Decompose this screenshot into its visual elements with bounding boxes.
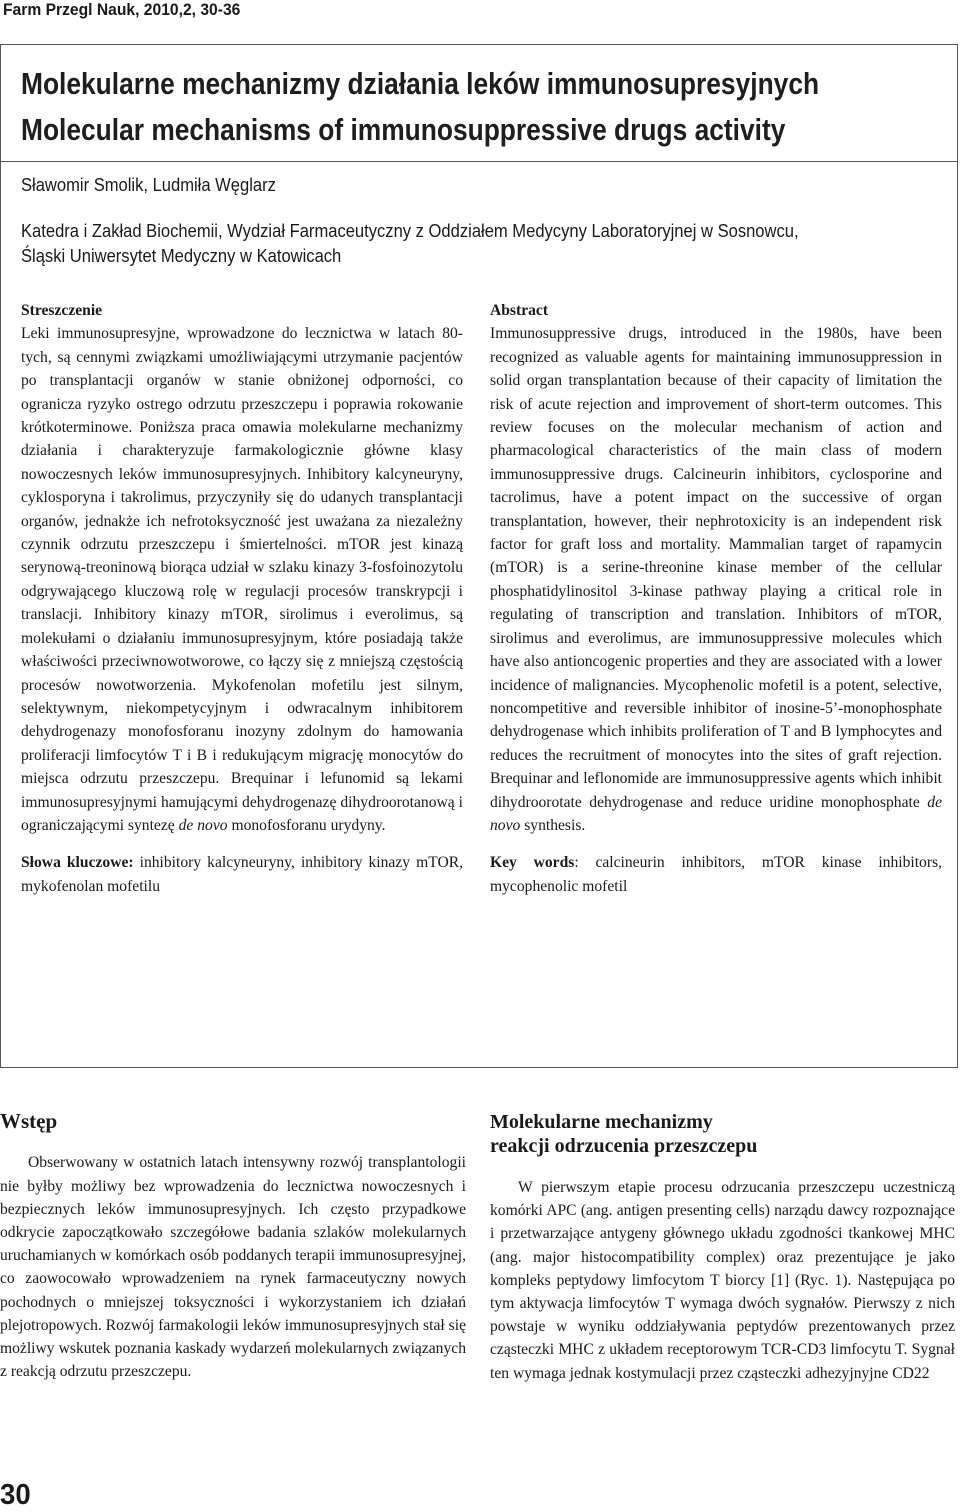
mechanisms-heading xyxy=(490,1110,955,1158)
abstract-english xyxy=(490,299,942,898)
keywords-polish-text: inhibitory kalcyneuryny, inhibitory kinazy mTOR, mykofenolan mofetilu xyxy=(21,854,464,895)
affiliation-line-1: Katedra i Zakład Biochemii, Wydział Farmaceutyczny z Oddziałem Medycyny Laboratoryjnej w Sosnowcu, xyxy=(21,221,799,241)
page-number: 30 xyxy=(0,1479,31,1511)
section-rejection-mechanisms xyxy=(490,1110,955,1385)
introduction-text: Obserwowany w ostatnich latach intensywny rozwój transplantologii nie byłby możliwy bez wprowadzenia do lecznictwa nowoczesnych i bezpiecznych leków immunosupresyjnych. Ich często przypadkowe odkrycie zapoczątkowało szczegółowe badania szlaków molekularnych uruchamianych w komórkach osób poddanych terapii immunosupresyjnej, co zaowocowało wprowadzeniem na rynek farmaceutyczny nowych pochodnych o mniejszej toksyczności i wykorzystaniem ich działań plejotropowych. Rozwój farmakologii leków immunosupresyjnych stał się możliwy wskutek poznania kaskady wydarzeń molekularnych związanych z reakcją odrzutu przeszczepu. xyxy=(0,1154,466,1381)
keywords-english xyxy=(490,851,942,898)
mechanisms-text: W pierwszym etapie procesu odrzucania przeszczepu uczestniczą komórki APC (ang. antigen presenting cells) narządu dawcy rozpoznające i przetwarzające antygeny głównego układu zgodności tkankowej MHC (ang. major histocompatibility complex) oraz prezentujące je jako kompleks peptydowy limfocytom T biorcy [1] (Ryc. 1). Następująca po tym aktywacja limfocytów T wymaga dwóch sygnałów. Pierwszy z nich powstaje w wyniku oddziaływania peptydów prezentowanych przez cząsteczki MHC z układem receptorowym TCR-CD3 limfocytu T. Sygnał ten wymaga jednak kostymulacji przez cząsteczki adhezyjnyjne CD22 xyxy=(490,1179,955,1382)
affiliation-line-2: Śląski Uniwersytet Medyczny w Katowicach xyxy=(21,246,342,266)
abstract-english-text xyxy=(490,322,942,837)
mechanisms-heading-line-2: reakcji odrzucenia przeszczepu xyxy=(490,1135,758,1157)
mechanisms-heading-line-1: Molekularne mechanizmy xyxy=(490,1111,713,1133)
keywords-english-text: : calcineurin inhibitors, mTOR kinase inhibitors, mycophenolic mofetil xyxy=(490,854,942,895)
title-polish: Molekularne mechanizmy działania leków immunosupresyjnych xyxy=(21,66,820,101)
abstract-polish-text xyxy=(21,322,463,837)
abstract-english-heading: Abstract xyxy=(490,302,549,319)
section-introduction xyxy=(0,1110,466,1383)
abstract-polish-heading: Streszczenie xyxy=(21,302,103,319)
abstract-polish-body: Leki immunosupresyjne, wprowadzone do lecznictwa w latach 80-tych, są cennymi związkami umożliwiającymi utrzymanie pacjentów po transplantacji organów w stanie obniżonej odporności, co ogranicza ryzyko ostrego odrzutu przeszczepu i poprawia rokowanie krótkoterminowe. Poniższa praca omawia molekularne mechanizmy działania i charakteryzuje farmakologicznie główne klasy nowoczesnych leków immunosupresyjnych. Inhibitory kalcyneuryny, cyklosporyna i takrolimus, przyczyniły się do udanych transplantacji organów, jednakże ich nefrotoksyczność jest uważana za niezależny czynnik odrzutu przeszczepu i śmiertelności. mTOR jest kinazą serynową-treoninową biorąca udział w szlaku kinazy 3-fosfoinozytolu odgrywającego kluczową rolę w regulacji procesów transkrypcji i translacji. Inhibitory kinazy mTOR, sirolimus i everolimus, są molekułami o działaniu immunosupresyjnym, które posiadają także właściwości przeciwnowotworowe, co łączy się z mniejszą częstością procesów nowotworzenia. Mykofenolan mofetilu jest silnym, selektywnym, niekompetycyjnym i odwracalnym inhibitorem dehydrogenazy monofosforanu inozyny zdolnym do hamowania proliferacji limfocytów T i B i redukującym migrację monocytów do miejsca odrzutu przeszczepu. Brequinar i lefunomid są lekami immunosupresyjnymi hamującymi dehydrogenazę dihydroorotanową i ograniczającymi syntezę xyxy=(21,325,463,834)
abstract-english-italic-term: de novo xyxy=(490,793,942,834)
keywords-polish xyxy=(21,851,463,898)
authors: Sławomir Smolik, Ludmiła Węglarz xyxy=(21,175,276,195)
journal-header: Farm Przegl Nauk, 2010,2, 30-36 xyxy=(3,0,241,19)
keywords-english-label: Key words xyxy=(490,854,575,872)
abstract-polish xyxy=(21,299,463,898)
title-divider xyxy=(0,161,958,162)
abstract-polish-italic-term: de novo xyxy=(178,816,228,834)
abstract-english-body: Immunosuppressive drugs, introduced in the 1980s, have been recognized as valuable agents for maintaining immunosuppression in solid organ transplantation because of their capacity of limitation the risk of acute rejection and improvement of short-term outcomes. This review focuses on the molecular mechanism of action and pharmacological characteristics of the main class of modern immunosuppressive drugs. Calcineurin inhibitors, cyclosporine and tacrolimus, have a potent impact on the successive of organ transplantation, however, their nephrotoxicity is an independent risk factor for graft loss and mortality. Mammalian target of rapamycin (mTOR) is a serine-threonine kinase member of the cellular phosphatidylinositol 3-kinase pathway playing a critical role in regulating of transcription and translation. Inhibitors of mTOR, sirolimus and everolimus, are immunosuppressive molecules which have also antioncogenic properties and they are associated with a lower incidence of malignancies. Mycophenolic mofetil is a potent, selective, noncompetitive and reversible inhibitor of inosine-5’-monophosphate dehydrogenase which inhibits proliferation of T and B lymphocytes and reduces the recruitment of monocytes into the sites of graft rejection. Brequinar and leflonomide are immunosuppressive agents which inhibit dihydroorotate dehydrogenase and reduce uridine monophosphate xyxy=(490,325,942,811)
affiliation xyxy=(21,219,904,269)
abstract-english-body-end: synthesis. xyxy=(524,816,586,834)
introduction-heading: Wstęp xyxy=(0,1109,58,1133)
abstract-polish-body-end: monofosforanu urydyny. xyxy=(231,816,386,834)
title-english: Molecular mechanisms of immunosuppressive drugs activity xyxy=(21,112,786,147)
keywords-polish-label: Słowa kluczowe: xyxy=(21,854,134,872)
